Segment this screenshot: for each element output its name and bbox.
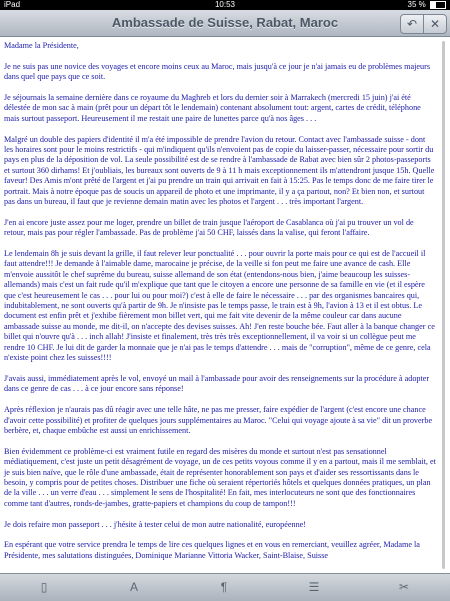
paragraph: J'avais aussi, immédiatement après le vol, envoyé un mail à l'ambassade pour avoir des renseignements sur la procédure à adopter dans ce genre de cas . . . à ce jour encore sans réponse!: [4, 373, 430, 394]
page-title: Ambassade de Suisse, Rabat, Maroc: [111, 15, 339, 30]
paragraph-button[interactable]: [215, 579, 233, 595]
battery-icon: [430, 1, 446, 9]
battery-indicator: [408, 0, 446, 10]
document-body: [4, 41, 436, 573]
undo-icon: ↶: [406, 17, 418, 31]
font-icon: A: [129, 580, 138, 594]
device-label: iPad: [4, 0, 21, 9]
undo-button[interactable]: [400, 14, 424, 34]
paragraph: Le lendemain 8h je suis devant la grille, il faut relever leur ponctualité . . . pour ouvrir la porte mais pour ce qui est de l'accueil il faut attendre!!! Je demande à l'aimable dame, marocaine je précise, de la veille si fon peut me faire une avance de cash. Elle m'envoie aussitôt le chef suprême du bureau, suisse allemand de son état (entendons-nous bien, j'aime beaucoup les suisses-allemands) mais c'est un fait rude qu'il m'explique que tant que le citoyen a encore une personne de sa famille en vie (et il espère que c'est heureusement le cas . . . pour lui ou pour moi?) c'est à elle de faire le nécessaire . . . par des organismes bancaires qui, indubitablement, ne sont ouverts qu'à partir de 9h. Je n'insiste pas le temps passe, le train est à 9h, l'avion à 13 et il est obtus. Le document est enfin prêt et j'exhibe fièrement mon billet vert, qui me fait vite devenir de la même couleur car dans aucune ambassade suisse au monde, me dit-il, on n'accepte des devises suisses. Ah! J'en reste bouche bée. Faut aller à la banque changer ce billet qui n'ouvre qu'à . . . inch allah! J'insiste et finalement, très très très exceptionnellement, il va voir si un collègue peut me rendre 10 CHF. Je lui dit de garder la monnaie que je n'ai pas le temps d'attendre . . . mais de "corruption", même de ce genre, cela n'existe point chez les suisses!!!!: [4, 249, 435, 363]
paragraph: Après réflexion je n'aurais pas dû réagir avec une telle hâte, ne pas me presser, faire expédier de l'argent (c'est encore une chance d'avoir cette possibilité) et profiter de quelques jours supplémentaires au Maroc. "Celui qui voyage ajoute à sa vie" dit un proverbe berbère, et, chaque embûche est aussi un enrichissement.: [4, 405, 433, 435]
document-icon: ▯: [40, 580, 48, 594]
paragraph: Je dois refaire mon passeport . . . j'hésite à tester celui de mon autre nationalité, européenne!: [4, 519, 307, 529]
document-button[interactable]: [35, 579, 53, 595]
paragraph: Madame la Présidente,: [4, 41, 79, 50]
paragraph-icon: ¶: [220, 580, 228, 594]
battery-label: 35 %: [407, 0, 426, 9]
status-bar: [0, 0, 450, 10]
paragraph: Bien évidemment ce problème-ci est vraiment futile en regard des misères du monde et surtout n'est pas sensationnel médiatiquement, c'est juste un petit désagrément de voyage, un de ces petits voyous comme il y en a partout, mais il me semblait, et je suis bien naïve, que le rôle d'une ambassade, était de représenter honorablement son pays et d'aider ses ressortissants dans le besoin, y compris pour de petites choses. Distribuer une fiche où seraient répertoriés hôtels et quelques données pratiques, un plan de la ville . . . un verre d'eau . . . simplement le sens de l'hospitalité! En fait, mes interlocuteurs ne sont que des fonctionnaires comme tant d'autres, ronds-de-jambes, gratte-papiers et champions du coup de tampon!!!: [4, 446, 436, 508]
bottom-toolbar: [0, 573, 450, 601]
scrollbar[interactable]: [442, 41, 445, 569]
font-button[interactable]: [125, 579, 143, 595]
close-button[interactable]: [423, 14, 447, 34]
title-bar: [0, 10, 450, 37]
tools-icon: ✂: [398, 580, 410, 594]
clock: 10:53: [214, 0, 236, 9]
list-button[interactable]: [305, 579, 323, 595]
list-icon: ☰: [308, 580, 320, 594]
paragraph: Je ne suis pas une novice des voyages et encore moins ceux au Maroc, mais jusqu'à ce jour je n'ai jamais eu de problèmes majeurs dans quel que pays que ce soit.: [4, 61, 431, 82]
paragraph: Malgré un double des papiers d'identité il m'a été impossible de prendre l'avion du retour. Contact avec l'ambassade suisse - dont les horaires sont pour le moins restrictifs - qui m'indiquent qu'ils n'envoient pas de copie du laisser-passer, nécessaire pour sortir du pays en plus de la déposition de vol. La seule possibilité est de se rendre à l'ambassade de Rabat avec bien sûr 2 photos-passeports et surtout 360 dirhams! Et j'oubliais, les bureaux sont ouverts de 9 à 11 h mais exceptionnement ils m'attendront jusque 15h. Quelle faveur! Des Amis m'ont prêté de l'argent et j'ai pu prendre un train qui arrivait en fait à 15:25. Pas le temps donc de me faire tirer le portrait. Mais à notre époque pas de soucis un appareil de photo et une imprimante, il y a ça partout, non? Et bien non, et surtout pas dans un bureau, il faut que je revienne demain matin avec les photos et l'argent . . . très important l'argent.: [4, 134, 435, 207]
paragraph: En espérant que votre service prendra le temps de lire ces quelques lignes et en vous en remerciant, veuillez agréer, Madame la Présidente, mes salutations distinguées, Dominique Marianne Vittoria Wacker, Saint-Blaise, Suisse: [4, 540, 420, 560]
paragraph: Je séjournais la semaine dernière dans ce royaume du Maghreb et lors du dernier soir à Marrakech (mercredi 15 juin) j'ai été délestée de mon sac à main (prêt pour un départ tôt le lendemain) contenant absolument tout: argent, cartes de crédit, téléphone mais surtout passeport. Heureusement il me restait une paire de lunettes parce qu'à nos âges . . .: [4, 93, 421, 123]
tools-button[interactable]: [395, 579, 413, 595]
document-view[interactable]: [0, 37, 450, 573]
close-icon: ✕: [429, 17, 441, 31]
paragraph: J'en ai encore juste assez pour me loger, prendre un billet de train jusque l'aéroport de Casablanca où j'ai pu trouver un vol de retour, mais pas pour régler l'ambassade. Pas de problème j'ai 50 CHF, laissés dans la valise, qui feront l'affaire.: [4, 217, 414, 238]
